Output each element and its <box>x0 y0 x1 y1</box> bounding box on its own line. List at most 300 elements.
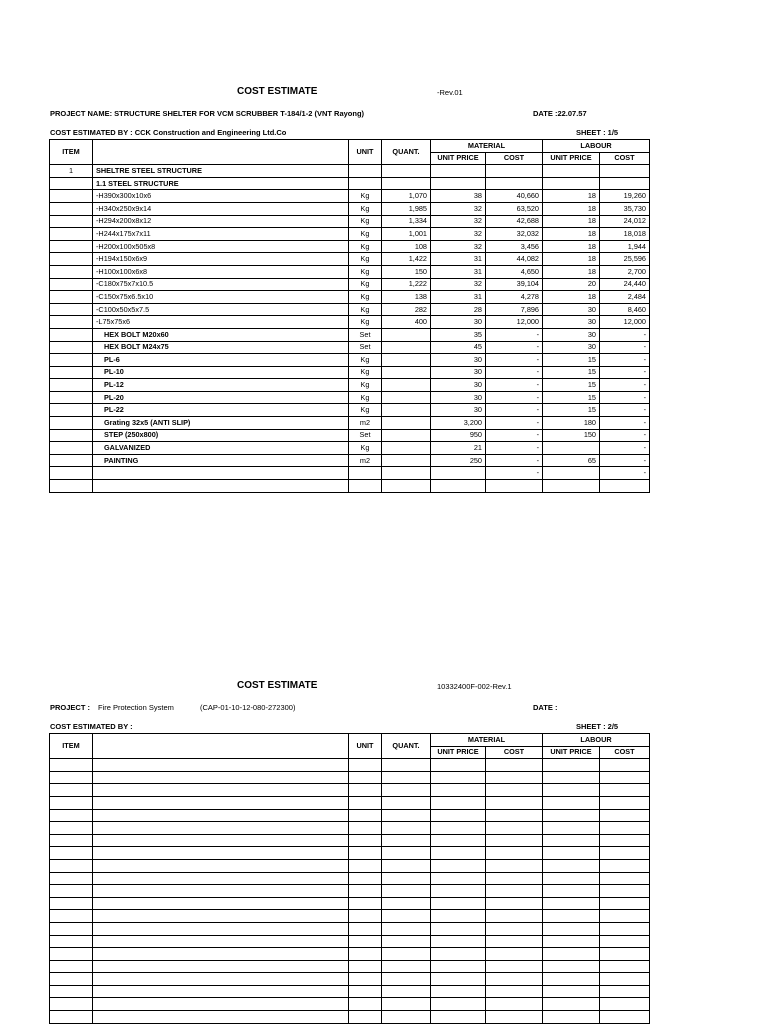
cell-labour-unit-price: 30 <box>543 341 600 354</box>
cell-quant <box>382 480 431 493</box>
cell-unit: Kg <box>349 291 382 304</box>
cell-quant: 1,070 <box>382 190 431 203</box>
header-description <box>93 140 349 165</box>
cell-unit <box>349 910 382 923</box>
cell-labour-unit-price: 30 <box>543 303 600 316</box>
table-row <box>50 240 650 253</box>
cell-labour-unit-price: 30 <box>543 316 600 329</box>
cell-item <box>50 480 93 493</box>
cell-material-unit-price <box>431 822 486 835</box>
cell-material-unit-price: 3,200 <box>431 417 486 430</box>
cell-quant: 108 <box>382 240 431 253</box>
cell-labour-cost <box>600 922 650 935</box>
cell-item <box>50 985 93 998</box>
cell-quant <box>382 759 431 772</box>
cell-material-unit-price: 950 <box>431 429 486 442</box>
cell-material-cost: 39,104 <box>486 278 543 291</box>
cell-description: -C180x75x7x10.5 <box>93 278 349 291</box>
cell-labour-unit-price <box>543 834 600 847</box>
cell-labour-cost: 8,460 <box>600 303 650 316</box>
cell-description <box>93 480 349 493</box>
cell-labour-unit-price <box>543 177 600 190</box>
cell-unit <box>349 784 382 797</box>
cell-labour-unit-price <box>543 985 600 998</box>
cell-quant <box>382 922 431 935</box>
cell-labour-unit-price <box>543 796 600 809</box>
cell-description <box>93 809 349 822</box>
cell-material-cost <box>486 759 543 772</box>
cell-item <box>50 784 93 797</box>
cell-material-cost <box>486 897 543 910</box>
cell-quant <box>382 177 431 190</box>
cell-quant <box>382 404 431 417</box>
table-row <box>50 328 650 341</box>
cell-description <box>93 784 349 797</box>
cell-item <box>50 240 93 253</box>
cell-material-unit-price <box>431 948 486 961</box>
cell-quant <box>382 771 431 784</box>
cell-labour-unit-price: 15 <box>543 404 600 417</box>
revision-label: -Rev.01 <box>437 88 463 97</box>
cell-unit <box>349 998 382 1011</box>
cell-description <box>93 960 349 973</box>
cell-material-cost <box>486 985 543 998</box>
cell-unit: Kg <box>349 265 382 278</box>
estimated-by-line: COST ESTIMATED BY : <box>50 722 133 731</box>
table-row <box>50 303 650 316</box>
cell-labour-unit-price <box>543 859 600 872</box>
cell-description <box>93 935 349 948</box>
header-material: MATERIAL <box>431 140 543 153</box>
cell-quant <box>382 985 431 998</box>
cell-material-unit-price: 28 <box>431 303 486 316</box>
cell-quant: 1,422 <box>382 253 431 266</box>
cell-labour-cost <box>600 872 650 885</box>
cell-item <box>50 910 93 923</box>
cell-unit <box>349 948 382 961</box>
cell-item <box>50 454 93 467</box>
table-row <box>50 341 650 354</box>
cell-labour-unit-price: 18 <box>543 202 600 215</box>
cell-labour-cost <box>600 771 650 784</box>
cell-labour-cost: - <box>600 354 650 367</box>
cell-labour-cost <box>600 885 650 898</box>
cell-unit: Kg <box>349 278 382 291</box>
cell-material-cost <box>486 822 543 835</box>
cell-labour-unit-price <box>543 771 600 784</box>
cell-item <box>50 291 93 304</box>
cell-labour-cost <box>600 998 650 1011</box>
cell-labour-cost: - <box>600 442 650 455</box>
cell-material-cost: 40,660 <box>486 190 543 203</box>
cell-item <box>50 341 93 354</box>
cell-unit: Kg <box>349 366 382 379</box>
header-quant: QUANT. <box>382 140 431 165</box>
cell-labour-cost <box>600 759 650 772</box>
cell-material-cost <box>486 177 543 190</box>
cell-unit <box>349 771 382 784</box>
cell-description: PL-10 <box>93 366 349 379</box>
cell-quant <box>382 1011 431 1024</box>
cell-labour-unit-price <box>543 759 600 772</box>
cell-labour-unit-price: 20 <box>543 278 600 291</box>
header-unit: UNIT <box>349 734 382 759</box>
cell-description <box>93 759 349 772</box>
cell-material-cost: 4,650 <box>486 265 543 278</box>
cell-material-unit-price <box>431 771 486 784</box>
cell-labour-cost: 18,018 <box>600 228 650 241</box>
cell-unit: Kg <box>349 240 382 253</box>
header-material-unit-price: UNIT PRICE <box>431 152 486 165</box>
header-material-cost: COST <box>486 152 543 165</box>
cell-item <box>50 391 93 404</box>
cell-material-cost: - <box>486 454 543 467</box>
cell-description <box>93 910 349 923</box>
cell-material-unit-price: 30 <box>431 404 486 417</box>
cell-labour-cost <box>600 935 650 948</box>
cell-description <box>93 467 349 480</box>
cell-labour-cost: - <box>600 429 650 442</box>
cell-labour-cost: 2,700 <box>600 265 650 278</box>
cell-quant <box>382 822 431 835</box>
cell-material-unit-price <box>431 910 486 923</box>
cell-unit: Set <box>349 429 382 442</box>
cell-description: 1.1 STEEL STRUCTURE <box>93 177 349 190</box>
cell-unit <box>349 759 382 772</box>
cell-labour-unit-price <box>543 784 600 797</box>
cell-unit: Kg <box>349 253 382 266</box>
cell-labour-unit-price <box>543 1011 600 1024</box>
cell-material-unit-price: 32 <box>431 202 486 215</box>
cell-labour-unit-price: 18 <box>543 215 600 228</box>
cell-description: PAINTING <box>93 454 349 467</box>
cell-unit <box>349 809 382 822</box>
cell-labour-unit-price <box>543 973 600 986</box>
cell-quant: 150 <box>382 265 431 278</box>
table-row <box>50 366 650 379</box>
cell-unit <box>349 935 382 948</box>
cell-unit <box>349 960 382 973</box>
cell-description <box>93 872 349 885</box>
cell-item <box>50 253 93 266</box>
cell-labour-cost <box>600 809 650 822</box>
cell-material-unit-price: 30 <box>431 379 486 392</box>
cell-material-unit-price <box>431 847 486 860</box>
cell-unit <box>349 859 382 872</box>
header-labour: LABOUR <box>543 140 650 153</box>
sheet-number: SHEET : 2/5 <box>576 722 619 731</box>
cell-labour-unit-price <box>543 998 600 1011</box>
cell-unit <box>349 885 382 898</box>
cell-description: STEP (250x800) <box>93 429 349 442</box>
cell-description <box>93 922 349 935</box>
cell-description: -C100x50x5x7.5 <box>93 303 349 316</box>
cell-material-cost <box>486 771 543 784</box>
cell-material-unit-price <box>431 872 486 885</box>
cell-material-unit-price <box>431 834 486 847</box>
cell-description: PL-6 <box>93 354 349 367</box>
cell-unit <box>349 165 382 178</box>
cell-material-unit-price <box>431 165 486 178</box>
header-row <box>50 140 650 153</box>
cell-labour-cost <box>600 973 650 986</box>
table-row <box>50 872 650 885</box>
sheet-title: COST ESTIMATE <box>237 86 318 97</box>
cell-quant <box>382 897 431 910</box>
cell-quant <box>382 973 431 986</box>
cell-labour-unit-price: 18 <box>543 190 600 203</box>
cell-material-cost: - <box>486 442 543 455</box>
cell-material-cost <box>486 998 543 1011</box>
cell-item <box>50 809 93 822</box>
cell-quant <box>382 809 431 822</box>
cell-unit: Kg <box>349 354 382 367</box>
cell-unit: Kg <box>349 404 382 417</box>
table-row <box>50 316 650 329</box>
cell-item <box>50 973 93 986</box>
cell-labour-cost: - <box>600 341 650 354</box>
sheet-number: SHEET : 1/5 <box>576 128 619 137</box>
table-row <box>50 202 650 215</box>
cell-item <box>50 1011 93 1024</box>
cell-quant <box>382 998 431 1011</box>
cell-labour-unit-price <box>543 822 600 835</box>
cell-material-unit-price <box>431 480 486 493</box>
cell-labour-unit-price: 15 <box>543 391 600 404</box>
cell-material-cost: - <box>486 341 543 354</box>
header-quant: QUANT. <box>382 734 431 759</box>
cell-labour-cost <box>600 796 650 809</box>
cell-material-cost: - <box>486 467 543 480</box>
cost-table <box>49 139 650 493</box>
cell-labour-unit-price <box>543 847 600 860</box>
cell-material-unit-price: 30 <box>431 354 486 367</box>
table-row <box>50 190 650 203</box>
cell-quant <box>382 366 431 379</box>
table-row <box>50 228 650 241</box>
cell-material-cost: - <box>486 366 543 379</box>
cell-description: SHELTRE STEEL STRUCTURE <box>93 165 349 178</box>
table-row <box>50 935 650 948</box>
header-material-unit-price: UNIT PRICE <box>431 746 486 759</box>
table-row <box>50 467 650 480</box>
table-row <box>50 429 650 442</box>
project-label: PROJECT : <box>50 703 91 712</box>
cell-unit: Set <box>349 341 382 354</box>
cell-quant <box>382 328 431 341</box>
cell-labour-cost: 12,000 <box>600 316 650 329</box>
header-labour: LABOUR <box>543 734 650 747</box>
cell-labour-cost <box>600 784 650 797</box>
cell-material-cost: 3,456 <box>486 240 543 253</box>
cell-material-cost: 4,278 <box>486 291 543 304</box>
cell-material-unit-price <box>431 960 486 973</box>
cell-description <box>93 822 349 835</box>
cell-description: -H100x100x6x8 <box>93 265 349 278</box>
cell-material-cost <box>486 834 543 847</box>
cell-description <box>93 897 349 910</box>
cell-item <box>50 834 93 847</box>
cell-labour-cost: 24,012 <box>600 215 650 228</box>
cell-quant <box>382 885 431 898</box>
cell-labour-unit-price <box>543 922 600 935</box>
date-line: DATE :22.07.57 <box>533 109 587 118</box>
cell-item <box>50 960 93 973</box>
cell-unit <box>349 897 382 910</box>
cell-labour-cost: 24,440 <box>600 278 650 291</box>
cell-material-cost: - <box>486 404 543 417</box>
cell-material-cost <box>486 859 543 872</box>
cell-quant: 1,985 <box>382 202 431 215</box>
table-row <box>50 922 650 935</box>
cell-item <box>50 366 93 379</box>
cell-material-cost: 32,032 <box>486 228 543 241</box>
cell-labour-cost: - <box>600 328 650 341</box>
cell-item <box>50 859 93 872</box>
cell-labour-cost: - <box>600 391 650 404</box>
cell-quant: 400 <box>382 316 431 329</box>
cell-unit <box>349 796 382 809</box>
cell-unit <box>349 922 382 935</box>
cell-item <box>50 429 93 442</box>
cell-labour-unit-price <box>543 442 600 455</box>
cell-labour-cost: - <box>600 366 650 379</box>
cell-material-cost: - <box>486 379 543 392</box>
cell-labour-cost: 1,944 <box>600 240 650 253</box>
table-row <box>50 265 650 278</box>
cell-description <box>93 948 349 961</box>
table-row <box>50 404 650 417</box>
cell-unit <box>349 872 382 885</box>
cell-labour-cost <box>600 822 650 835</box>
cell-quant: 1,222 <box>382 278 431 291</box>
cell-description: PL-12 <box>93 379 349 392</box>
cell-material-cost <box>486 809 543 822</box>
cell-item <box>50 442 93 455</box>
cell-description <box>93 973 349 986</box>
cell-material-unit-price <box>431 885 486 898</box>
cell-description: PL-20 <box>93 391 349 404</box>
cell-quant <box>382 948 431 961</box>
cell-material-cost: 42,688 <box>486 215 543 228</box>
cell-description <box>93 796 349 809</box>
cell-material-unit-price: 32 <box>431 278 486 291</box>
cell-item <box>50 303 93 316</box>
cell-labour-cost: 25,596 <box>600 253 650 266</box>
cell-unit <box>349 822 382 835</box>
cell-description: -H244x175x7x11 <box>93 228 349 241</box>
cell-labour-cost <box>600 960 650 973</box>
cell-unit <box>349 177 382 190</box>
cell-material-cost <box>486 796 543 809</box>
table-row <box>50 379 650 392</box>
cell-material-cost <box>486 847 543 860</box>
header-row <box>50 734 650 747</box>
table-row <box>50 759 650 772</box>
cell-description <box>93 998 349 1011</box>
cell-unit: Set <box>349 328 382 341</box>
cell-labour-cost: - <box>600 379 650 392</box>
cell-labour-cost <box>600 165 650 178</box>
cell-material-cost: - <box>486 328 543 341</box>
cell-item <box>50 897 93 910</box>
table-row <box>50 822 650 835</box>
cell-material-cost <box>486 973 543 986</box>
cell-labour-unit-price: 15 <box>543 354 600 367</box>
cell-material-cost <box>486 885 543 898</box>
cell-labour-unit-price <box>543 165 600 178</box>
cell-material-unit-price <box>431 467 486 480</box>
cell-quant: 1,001 <box>382 228 431 241</box>
cell-quant <box>382 341 431 354</box>
cell-quant <box>382 354 431 367</box>
cell-quant <box>382 454 431 467</box>
cell-labour-unit-price <box>543 897 600 910</box>
header-labour-cost: COST <box>600 746 650 759</box>
cell-material-unit-price: 21 <box>431 442 486 455</box>
cell-unit: Kg <box>349 228 382 241</box>
cell-unit <box>349 847 382 860</box>
cell-material-cost: - <box>486 391 543 404</box>
cell-quant <box>382 796 431 809</box>
cell-item <box>50 278 93 291</box>
cell-labour-cost <box>600 834 650 847</box>
cell-quant <box>382 379 431 392</box>
cell-description <box>93 834 349 847</box>
table-row <box>50 948 650 961</box>
cell-labour-cost: - <box>600 417 650 430</box>
cell-material-cost <box>486 480 543 493</box>
cell-material-unit-price <box>431 935 486 948</box>
cell-material-unit-price <box>431 922 486 935</box>
cell-quant <box>382 847 431 860</box>
cell-description <box>93 847 349 860</box>
cell-material-unit-price: 45 <box>431 341 486 354</box>
table-row <box>50 391 650 404</box>
cell-description: -H340x250x9x14 <box>93 202 349 215</box>
cell-labour-unit-price <box>543 910 600 923</box>
cell-description: HEX BOLT M24x75 <box>93 341 349 354</box>
project-name: Fire Protection System <box>98 703 174 712</box>
cell-labour-unit-price: 18 <box>543 265 600 278</box>
cell-material-cost: 63,520 <box>486 202 543 215</box>
cell-material-unit-price <box>431 998 486 1011</box>
table-row <box>50 960 650 973</box>
cell-unit: Kg <box>349 202 382 215</box>
table-row <box>50 973 650 986</box>
cell-unit <box>349 1011 382 1024</box>
cell-labour-cost <box>600 948 650 961</box>
cell-labour-unit-price <box>543 948 600 961</box>
header-description <box>93 734 349 759</box>
cell-description <box>93 1011 349 1024</box>
table-row <box>50 253 650 266</box>
cell-quant <box>382 910 431 923</box>
cell-labour-cost: - <box>600 454 650 467</box>
header-item: ITEM <box>50 140 93 165</box>
cell-description: -H390x300x10x6 <box>93 190 349 203</box>
table-row <box>50 796 650 809</box>
cell-description: PL-22 <box>93 404 349 417</box>
cell-item <box>50 379 93 392</box>
cell-item <box>50 796 93 809</box>
cell-labour-unit-price <box>543 872 600 885</box>
header-material-cost: COST <box>486 746 543 759</box>
cell-quant <box>382 417 431 430</box>
cell-labour-unit-price <box>543 480 600 493</box>
cell-quant <box>382 467 431 480</box>
cell-item <box>50 265 93 278</box>
